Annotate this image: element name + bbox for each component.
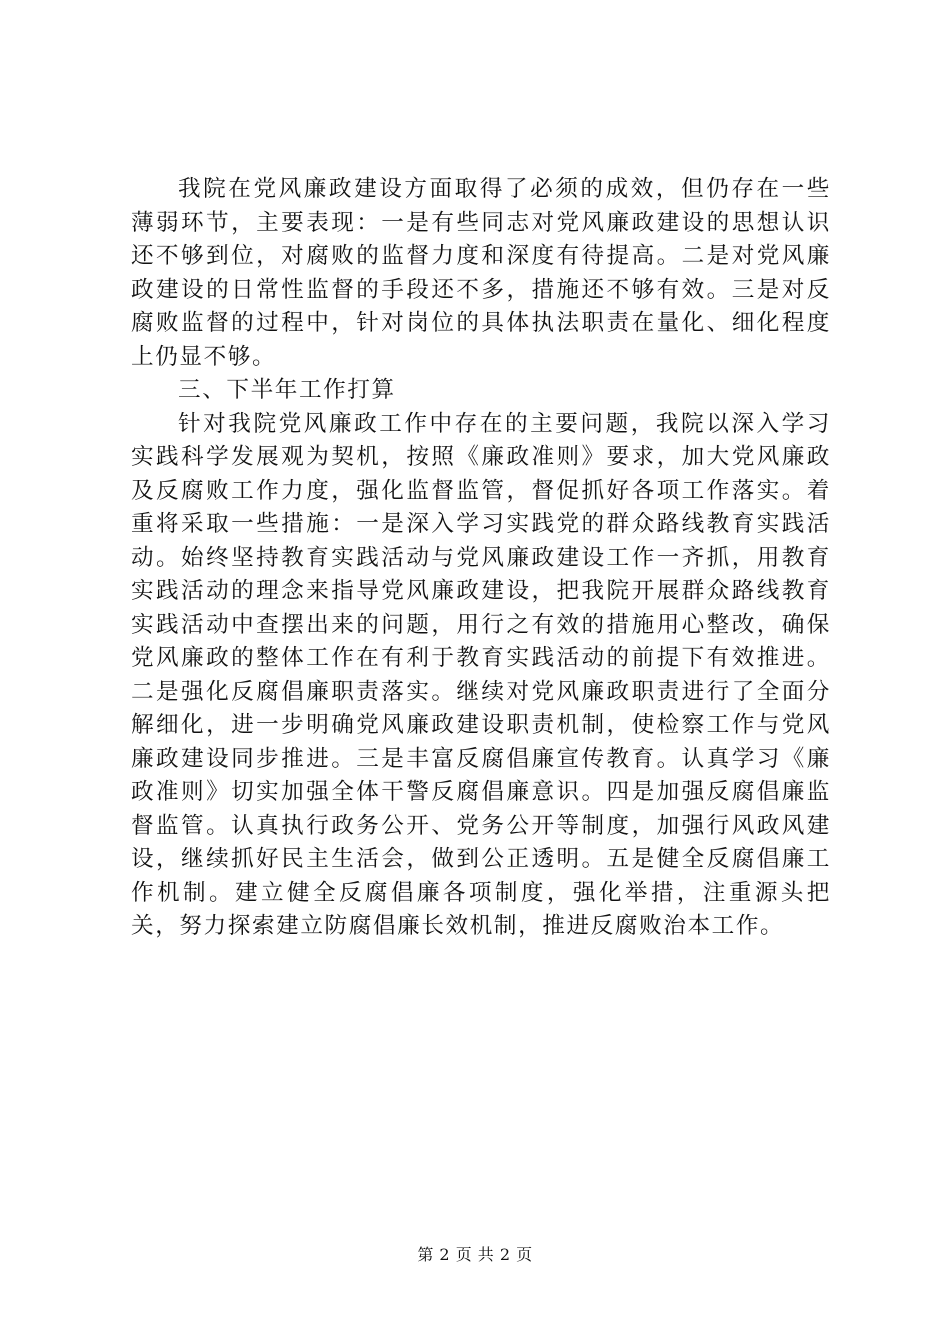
paragraph-measures: 针对我院党风廉政工作中存在的主要问题，我院以深入学习实践科学发展观为契机，按照《廉政准则》要求，加大党风廉政及反腐败工作力度，强化监督监管，督促抓好各项工作落实。着重将采取一些措施：一是深入学习实践党的群众路线教育实践活动。始终坚持教育实践活动与党风廉政建设工作一齐抓，用教育实践活动的理念来指导党风廉政建设，把我院开展群众路线教育实践活动中查摆出来的问题，用行之有效的措施用心整改，确保党风廉政的整体工作在有利于教育实践活动的前提下有效推进。二是强化反腐倡廉职责落实。继续对党风廉政职责进行了全面分解细化，进一步明确党风廉政建设职责机制，使检察工作与党风廉政建设同步推进。三是丰富反腐倡廉宣传教育。认真学习《廉政准则》切实加强全体干警反腐倡廉意识。四是加强反腐倡廉监督监管。认真执行政务公开、党务公开等制度，加强行风政风建设，继续抓好民主生活会，做到公正透明。五是健全反腐倡廉工作机制。建立健全反腐倡廉各项制度，强化举措，注重源头把关，努力探索建立防腐倡廉长效机制，推进反腐败治本工作。 (131, 410, 831, 939)
section-heading-plan: 三、下半年工作打算 (178, 377, 396, 403)
page-footer: 第 2 页 共 2 页 (417, 1245, 533, 1264)
document-body (131, 173, 831, 944)
paragraph-weaknesses: 我院在党风廉政建设方面取得了必须的成效，但仍存在一些薄弱环节，主要表现：一是有些同志对党风廉政建设的思想认识还不够到位，对腐败的监督力度和深度有待提高。二是对党风廉政建设的日常性监督的手段还不多，措施还不够有效。三是对反腐败监督的过程中，针对岗位的具体执法职责在量化、细化程度上仍显不够。 (131, 176, 831, 370)
